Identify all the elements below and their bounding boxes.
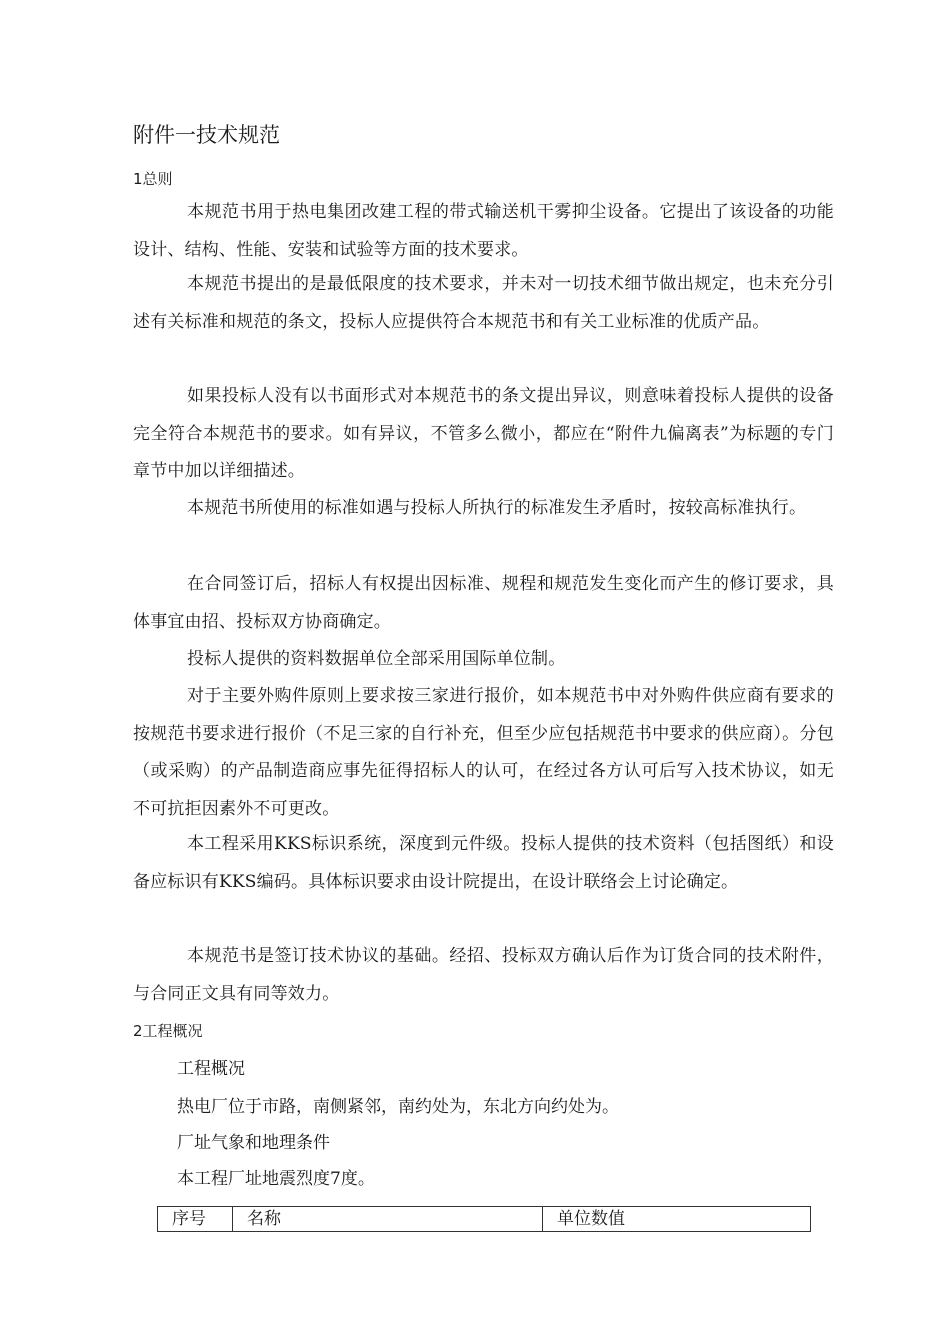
subheading-climate: 厂址气象和地理条件: [177, 1133, 330, 1153]
document-title: 附件一技术规范: [133, 123, 280, 147]
paragraph: 投标人提供的资料数据单位全部采用国际单位制。: [187, 649, 566, 669]
paragraph: 在合同签订后，招标人有权提出因标准、规程和规范发生变化而产生的修订要求，具体事宜由招、投标双方协商确定。: [133, 574, 834, 632]
paragraph: 本规范书所使用的标准如遇与投标人所执行的标准发生矛盾时，按较高标准执行。: [187, 498, 807, 518]
section-2-heading: 2工程概况: [133, 1022, 203, 1040]
paragraph: 对于主要外购件原则上要求按三家进行报价，如本规范书中对外购件供应商有要求的按规范书要求进行报价（不足三家的自行补充，但至少应包括规范书中要求的供应商）。分包（或采购）的产品制造商应事先征得招标人的认可，在经过各方认可后写入技术协议，如无不可抗拒因素外不可更改。: [133, 686, 834, 819]
subheading-overview: 工程概况: [177, 1059, 245, 1079]
paragraph: 本规范书用于热电集团改建工程的带式输送机干雾抑尘设备。它提出了该设备的功能设计、结构、性能、安装和试验等方面的技术要求。: [133, 202, 834, 260]
table-header-value: 单位数值: [543, 1207, 811, 1232]
table-header-index: 序号: [158, 1207, 233, 1232]
table-header-name: 名称: [233, 1207, 543, 1232]
overview-text: 热电厂位于市路，南侧紧邻，南约处为，东北方向约处为。: [177, 1097, 619, 1117]
section-1-heading: 1总则: [133, 170, 173, 188]
paragraph: 本工程采用KKS标识系统，深度到元件级。投标人提供的技术资料（包括图纸）和设备应标识有KKS编码。具体标识要求由设计院提出，在设计联络会上讨论确定。: [133, 834, 834, 892]
paragraph: 本规范书是签订技术协议的基础。经招、投标双方确认后作为订货合同的技术附件，与合同正文具有同等效力。: [133, 946, 834, 1004]
seismic-text: 本工程厂址地震烈度7度。: [177, 1169, 375, 1189]
paragraph: 如果投标人没有以书面形式对本规范书的条文提出异议，则意味着投标人提供的设备完全符合本规范书的要求。如有异议，不管多么微小，都应在“附件九偏离表”为标题的专门章节中加以详细描述。: [133, 386, 834, 481]
paragraph: 本规范书提出的是最低限度的技术要求，并未对一切技术细节做出规定，也未充分引述有关标准和规范的条文，投标人应提供符合本规范书和有关工业标准的优质产品。: [133, 274, 834, 332]
parameter-table: [157, 1206, 811, 1232]
table-header-row: [158, 1207, 811, 1232]
